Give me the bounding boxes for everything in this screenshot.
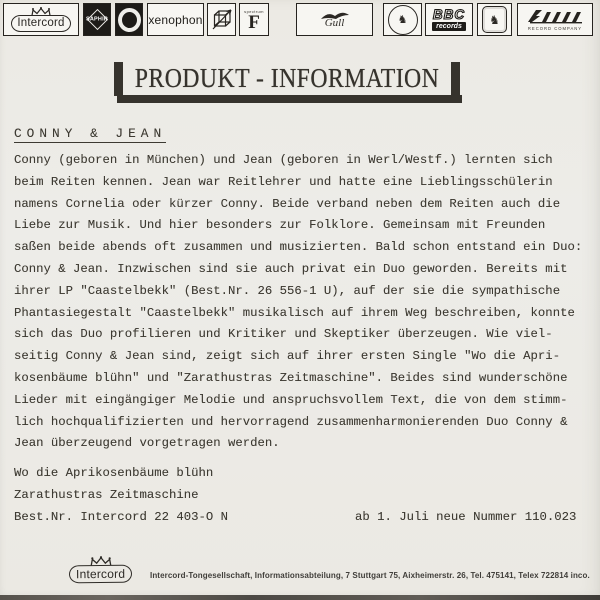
page-title-stamp bbox=[112, 59, 462, 103]
track-title-2: Zarathustras Zeitmaschine bbox=[14, 488, 199, 502]
crest-seal-logo bbox=[477, 3, 512, 36]
body-line: Lieder mit eingängiger Melodie und anspruchsvollem Text, die von dem stimm- bbox=[14, 392, 568, 407]
gull-logo-text: Gull bbox=[324, 17, 345, 29]
body-line: seitig Conny & Jean sind, zeigt sich auf ihrer ersten Single "Wo die Apri- bbox=[14, 349, 561, 364]
footer-address: Intercord-Tongesellschaft, Informationsabteilung, 7 Stuttgart 75, Aixheimerstr. 26, Tel. 475141, Telex 722814 inco. bbox=[150, 571, 590, 580]
footer-intercord-logo bbox=[64, 556, 138, 583]
body-line: kosenbäume blühn" und "Zarathustras Zeitmaschine". Beides sind wunderschöne bbox=[14, 370, 568, 385]
saphir-logo-text: SAPHIR bbox=[86, 16, 108, 23]
order-number: Best.Nr. Intercord 22 403-O N bbox=[14, 510, 229, 524]
body-line: Conny & Jean. Inzwischen sind sie auch privat ein Duo geworden. Bereits mit bbox=[14, 261, 568, 276]
body-line: saßen beide abends oft zusammen und musizierten. Bald schon entstand ein Duo: bbox=[14, 240, 583, 255]
stamp-left-bracket bbox=[114, 62, 123, 96]
xenophon-logo bbox=[147, 3, 204, 36]
record-company-mark-icon bbox=[526, 9, 584, 25]
record-company-caption: RECORD COMPANY bbox=[527, 25, 583, 31]
saphir-logo bbox=[83, 3, 111, 36]
scan-edge bbox=[0, 595, 600, 600]
cube-logo bbox=[207, 3, 236, 36]
track-title-1: Wo die Aprikosenbäume blühn bbox=[14, 466, 214, 480]
ring-icon bbox=[118, 8, 141, 32]
body-line: lich hochqualifizierten und hervorragend zusammenharmonierenden Duo Conny & bbox=[14, 414, 568, 429]
spectrum-logo-caption: spectrum bbox=[244, 8, 264, 14]
artist-heading: CONNY & JEAN bbox=[14, 126, 167, 141]
xenophon-logo-text: xenophon bbox=[148, 12, 203, 27]
bbc-logo-text: BBC bbox=[432, 7, 466, 22]
new-number-note: ab 1. Juli neue Nummer 110.023 bbox=[355, 510, 577, 524]
body-line: namens Cornelia oder kürzer Conny. Beide verband neben dem Reiten auch die bbox=[14, 196, 561, 211]
round-seal-logo bbox=[383, 3, 422, 36]
stamp-right-bracket bbox=[451, 62, 460, 96]
body-line: beim Reiten kennen. Jean war Reitlehrer und hatte eine Lieblingsschülerin bbox=[14, 174, 553, 189]
body-line: Conny (geboren in München) und Jean (geboren in Werl/Westf.) lernten sich bbox=[14, 153, 553, 167]
intercord-logo-text: Intercord bbox=[11, 15, 70, 32]
spectrum-logo bbox=[239, 3, 269, 36]
gull-logo bbox=[296, 3, 373, 36]
record-company-logo bbox=[517, 3, 593, 36]
spectrum-f-letter: F bbox=[248, 11, 260, 33]
body-line: ihrer LP "Caastelbekk" (Best.Nr. 26 556-1 U), auf der sie die sympathische bbox=[14, 283, 561, 298]
bbc-records-logo bbox=[425, 3, 473, 36]
footer-logo-text: Intercord bbox=[69, 565, 132, 584]
body-line: Phantasiegestalt "Caastelbekk" musikalisch auf ihrem Weg beschreiben, konnte bbox=[14, 305, 575, 320]
intercord-logo bbox=[3, 3, 79, 36]
ring-logo bbox=[115, 3, 143, 36]
stamp-bottom-bar bbox=[117, 95, 462, 103]
cube-icon bbox=[210, 7, 234, 32]
bbc-records-caption: records bbox=[432, 22, 466, 31]
article-body bbox=[14, 150, 582, 455]
crest-icon: ♞ bbox=[482, 6, 507, 33]
page-title: PRODUKT - INFORMATION bbox=[134, 63, 440, 93]
lion-seal-icon: ♞ bbox=[388, 5, 418, 35]
body-line: Liebe zur Musik. Und hier besonders zur Folklore. Gemeinsam mit Freunden bbox=[14, 218, 546, 233]
body-line: sich das Duo profilieren und Kritiker und Skeptiker überzeugen. Wie viel- bbox=[14, 327, 553, 342]
body-line: Jean überzeugend vorgetragen werden. bbox=[14, 436, 280, 451]
